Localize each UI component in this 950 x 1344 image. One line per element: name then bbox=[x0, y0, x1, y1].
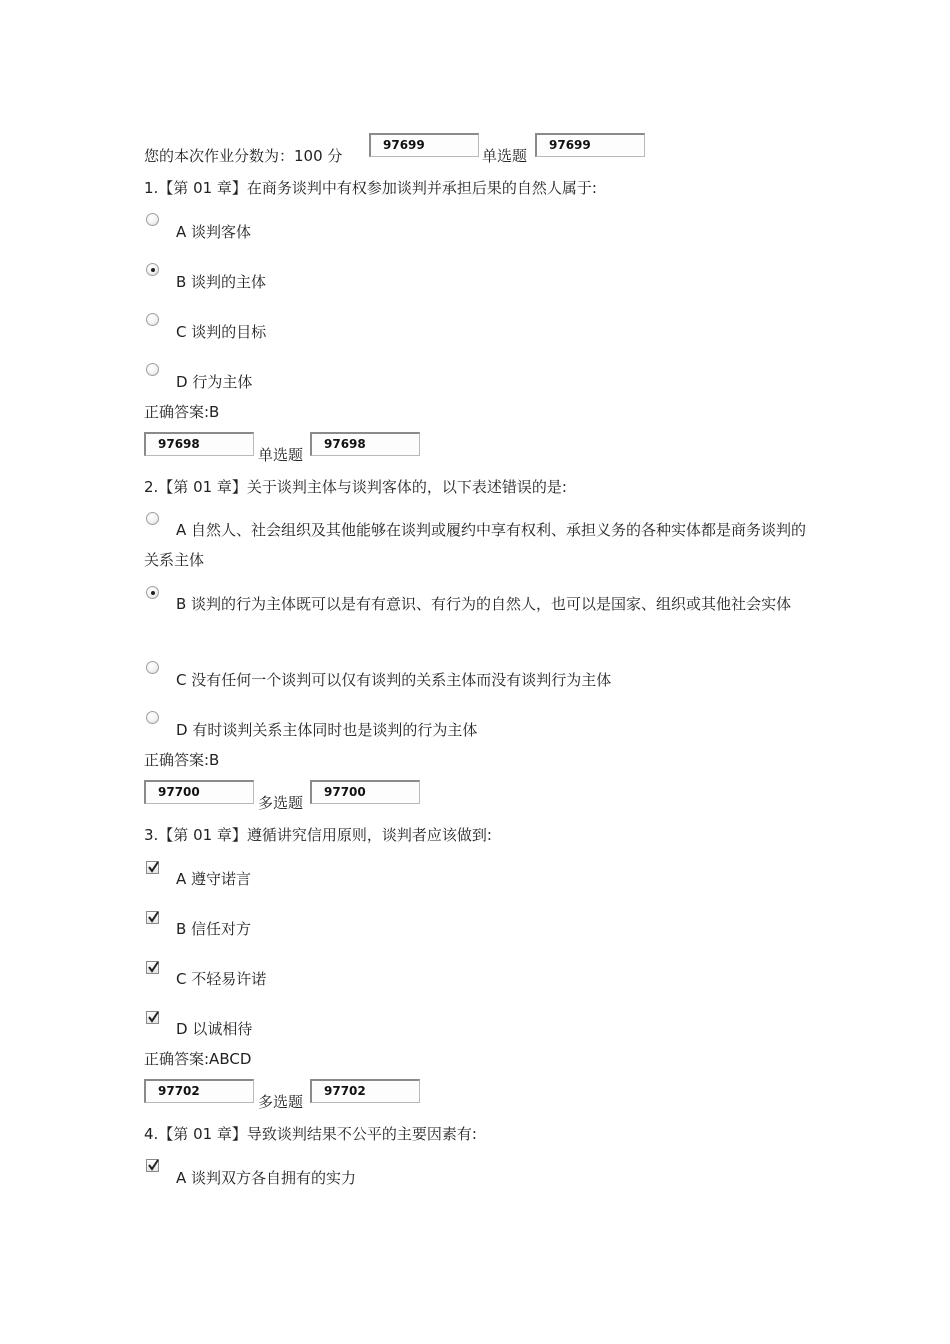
option-label: A 谈判客体 bbox=[176, 223, 252, 241]
question-id-field[interactable]: 97699 bbox=[369, 133, 479, 157]
option-label: B 谈判的行为主体既可以是有有意识、有行为的自然人，也可以是国家、组织或其他社会实体 bbox=[176, 595, 792, 613]
option-label: D 有时谈判关系主体同时也是谈判的行为主体 bbox=[176, 721, 478, 739]
option-radio[interactable] bbox=[146, 661, 159, 674]
option-label: A 自然人、社会组织及其他能够在谈判或履约中享有权利、承担义务的各种实体都是商务谈判的关系主体 bbox=[144, 521, 807, 569]
question-type-label: 单选题 bbox=[258, 446, 304, 464]
score-label: 您的本次作业分数为：100 分 bbox=[144, 147, 343, 165]
question-type-label: 多选题 bbox=[258, 794, 304, 812]
option-checkbox-checked[interactable] bbox=[146, 861, 159, 874]
question-id-field[interactable]: 97700 bbox=[144, 780, 254, 804]
checkmark-icon bbox=[147, 861, 160, 874]
question-stem: 1.【第 01 章】在商务谈判中有权参加谈判并承担后果的自然人属于: bbox=[144, 179, 597, 197]
question-id-field[interactable]: 97702 bbox=[144, 1079, 254, 1103]
option-label: A 遵守诺言 bbox=[176, 870, 252, 888]
question-type-label: 单选题 bbox=[482, 147, 528, 165]
option-radio[interactable] bbox=[146, 313, 159, 326]
option-checkbox-checked[interactable] bbox=[146, 911, 159, 924]
option-label: D 行为主体 bbox=[176, 373, 253, 391]
question-stem: 4.【第 01 章】导致谈判结果不公平的主要因素有: bbox=[144, 1125, 477, 1143]
option-label: C 不轻易许诺 bbox=[176, 970, 267, 988]
option-radio-selected[interactable] bbox=[146, 263, 159, 276]
correct-answer: 正确答案:ABCD bbox=[144, 1050, 252, 1068]
option-checkbox-checked[interactable] bbox=[146, 961, 159, 974]
checkmark-icon bbox=[147, 961, 160, 974]
question-id-field[interactable]: 97702 bbox=[310, 1079, 420, 1103]
question-id-field[interactable]: 97698 bbox=[310, 432, 420, 456]
question-stem: 2.【第 01 章】关于谈判主体与谈判客体的，以下表述错误的是: bbox=[144, 478, 567, 496]
option-radio[interactable] bbox=[146, 213, 159, 226]
option-label: C 没有任何一个谈判可以仅有谈判的关系主体而没有谈判行为主体 bbox=[176, 671, 612, 689]
option-label: B 信任对方 bbox=[176, 920, 252, 938]
option-checkbox-checked[interactable] bbox=[146, 1159, 159, 1172]
option-label: A 谈判双方各自拥有的实力 bbox=[176, 1169, 357, 1187]
option-label: C 谈判的目标 bbox=[176, 323, 267, 341]
option-label: B 谈判的主体 bbox=[176, 273, 267, 291]
question-id-field[interactable]: 97699 bbox=[535, 133, 645, 157]
question-stem: 3.【第 01 章】遵循讲究信用原则，谈判者应该做到: bbox=[144, 826, 492, 844]
option-radio[interactable] bbox=[146, 363, 159, 376]
question-id-field[interactable]: 97700 bbox=[310, 780, 420, 804]
option-radio[interactable] bbox=[146, 711, 159, 724]
option-checkbox-checked[interactable] bbox=[146, 1011, 159, 1024]
checkmark-icon bbox=[147, 1159, 160, 1172]
correct-answer: 正确答案:B bbox=[144, 403, 220, 421]
question-type-label: 多选题 bbox=[258, 1093, 304, 1111]
checkmark-icon bbox=[147, 911, 160, 924]
checkmark-icon bbox=[147, 1011, 160, 1024]
option-label: D 以诚相待 bbox=[176, 1020, 253, 1038]
correct-answer: 正确答案:B bbox=[144, 751, 220, 769]
question-id-field[interactable]: 97698 bbox=[144, 432, 254, 456]
